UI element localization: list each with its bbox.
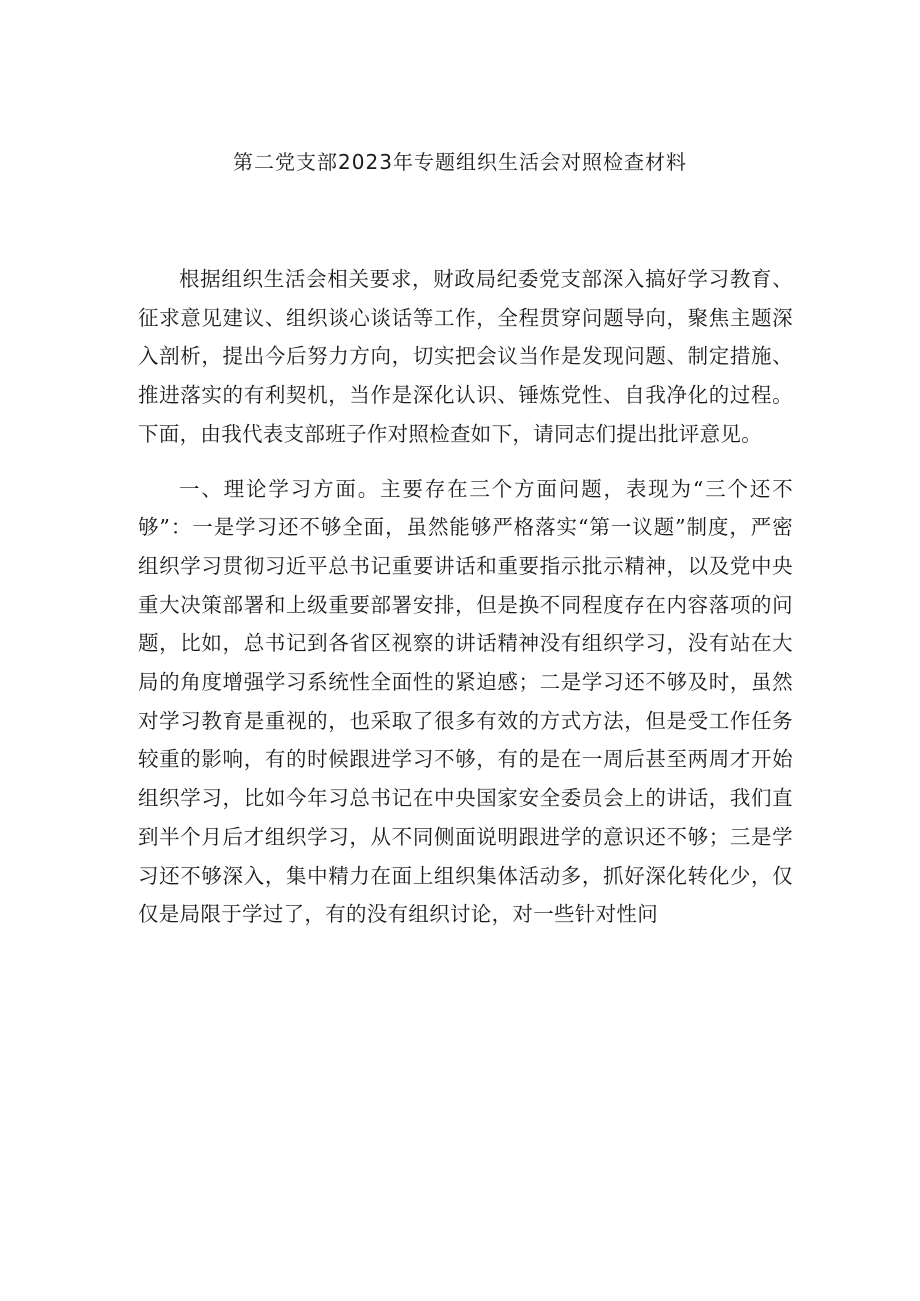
theory-study-paragraph: 一、理论学习方面。主要存在三个方面问题，表现为“三个还不够”：一是学习还不够全面，虽然能够严格落实“第一议题”制度，严密组织学习贯彻习近平总书记重要讲话和重要指示批示精神，以及党中央重大决策部署和上级重要部署安排，但是换不同程度存在内容落项的问题，比如，总书记到各省区视察的讲话精神没有组织学习，没有站在大局的角度增强学习系统性全面性的紧迫感；二是学习还不够及时，虽然对学习教育是重视的，也采取了很多有效的方式方法，但是受工作任务较重的影响，有的时候跟进学习不够，有的是在一周后甚至两周才开始组织学习，比如今年习总书记在中央国家安全委员会上的讲话，我们直到半个月后才组织学习，从不同侧面说明跟进学的意识还不够；三是学习还不够深入，集中精力在面上组织集体活动多，抓好深化转化少，仅仅是局限于学过了，有的没有组织讨论，对一些针对性问 <box>138 476 793 927</box>
intro-paragraph: 根据组织生活会相关要求，财政局纪委党支部深入搞好学习教育、征求意见建议、组织谈心谈话等工作，全程贯穿问题导向，聚焦主题深入剖析，提出今后努力方向，切实把会议当作是发现问题、制定措施、推进落实的有利契机，当作是深化认识、锤炼党性、自我净化的过程。下面，由我代表支部班子作对照检查如下，请同志们提出批评意见。 <box>138 267 793 446</box>
document-title: 第二党支部2023年专题组织生活会对照检查材料 <box>233 150 687 174</box>
document-body <box>138 260 793 934</box>
